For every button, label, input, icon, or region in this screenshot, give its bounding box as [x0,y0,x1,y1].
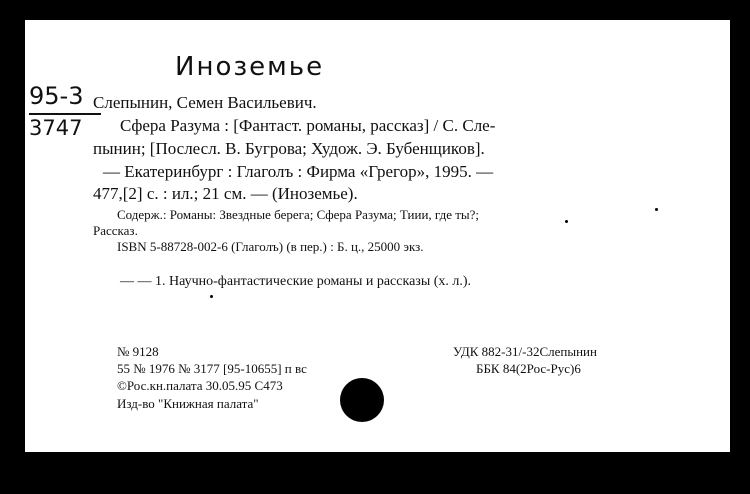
publisher-line: Изд-во "Книжная палата" [117,396,259,411]
handwritten-shelf-mark-bottom: 3747 [29,116,83,140]
handwritten-shelf-mark-top: 95-3 [29,82,84,110]
isbn-line: ISBN 5-88728-002-6 (Глаголъ) (в пер.) : Б. ц., 25000 экз. [117,239,424,254]
bbk-code: ББК 84(2Рос-Рус)6 [476,361,581,376]
subject-line: — — 1. Научно-фантастические романы и рассказы (х. л.). [120,274,472,289]
registry-line: 55 № 1976 № 3177 [95-10655] п вс [117,361,307,376]
catalog-card [25,20,730,452]
udc-code: УДК 882-31/-32Слепынин [453,344,597,359]
collation-line: 477,[2] с. : ил.; 21 см. — (Иноземье). [93,184,358,203]
handwritten-series-note: Иноземье [175,52,325,82]
contents-line-1: Содерж.: Романы: Звездные берега; Сфера Разума; Тиии, где ты?; [117,207,480,222]
record-number: № 9128 [117,344,159,359]
speck [210,295,213,298]
book-chamber-line: ©Рос.кн.палата 30.05.95 С473 [117,378,283,393]
author-heading: Слепынин, Семен Васильевич. [93,93,317,112]
speck [565,220,568,223]
speck [655,208,658,211]
title-line-1: Сфера Разума : [Фантаст. романы, рассказ] / С. Сле- [120,116,496,135]
shelf-mark-underline [29,113,101,115]
ink-blot [340,378,384,422]
contents-line-2: Рассказ. [93,223,138,238]
imprint-line: — Екатеринбург : Глаголъ : Фирма «Грегор», 1995. — [103,162,494,181]
title-line-2: пынин; [Послесл. В. Бугрова; Худож. Э. Бубенщиков]. [93,139,485,158]
